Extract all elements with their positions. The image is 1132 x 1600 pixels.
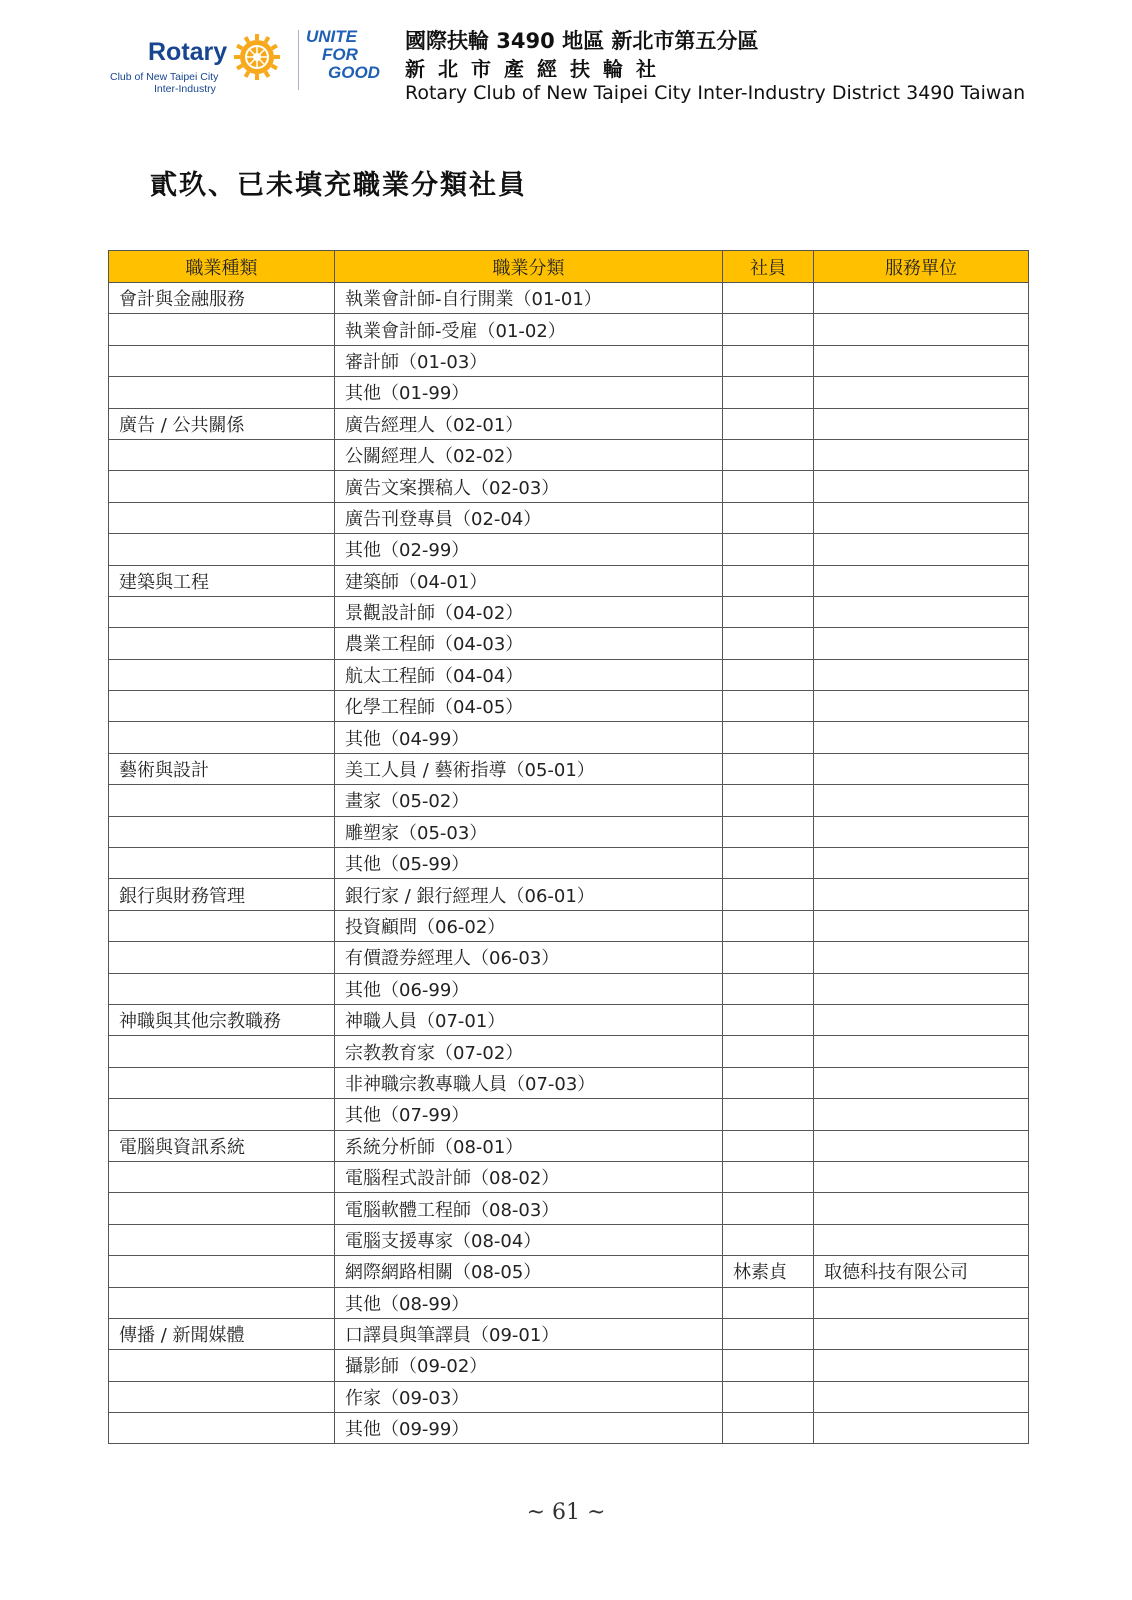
category-cell [109,1224,335,1255]
member-cell [723,816,814,847]
employer-cell [814,1318,1029,1349]
category-cell [109,628,335,659]
table-row [109,1413,1029,1444]
club-name-zh-line1: 國際扶輪 3490 地區 新北市第五分區 [405,29,759,53]
employer-cell [814,596,1029,627]
page-number: ~ 61 ~ [526,1500,606,1525]
table-row [109,1130,1029,1161]
table-row [109,565,1029,596]
employer-cell [814,565,1029,596]
member-cell [723,439,814,470]
classification-cell: 執業會計師-受雇（01-02） [335,314,723,345]
table-row [109,471,1029,502]
classification-cell: 電腦程式設計師（08-02） [335,1161,723,1192]
slogan-word-unite: UNITE [306,27,357,46]
member-cell [723,1130,814,1161]
member-cell [723,1413,814,1444]
classification-cell: 其他（07-99） [335,1099,723,1130]
category-cell: 藝術與設計 [109,753,335,784]
classification-cell: 公關經理人（02-02） [335,439,723,470]
section-title: 貳玖、已未填充職業分類社員 [150,170,527,201]
classification-cell: 其他（05-99） [335,848,723,879]
table-row [109,1099,1029,1130]
classification-cell: 審計師（01-03） [335,345,723,376]
classification-cell: 廣告經理人（02-01） [335,408,723,439]
member-cell [723,1224,814,1255]
table-row [109,753,1029,784]
table-row [109,534,1029,565]
category-cell [109,1256,335,1287]
employer-cell [814,628,1029,659]
classification-cell: 投資顧問（06-02） [335,910,723,941]
table-row [109,659,1029,690]
table-row [109,283,1029,314]
table-row [109,1318,1029,1349]
member-cell [723,1099,814,1130]
employer-cell [814,753,1029,784]
member-cell [723,377,814,408]
rotary-club-line1: Club of New Taipei City [110,71,219,83]
category-cell [109,848,335,879]
category-cell [109,534,335,565]
table-row [109,722,1029,753]
table-row [109,1193,1029,1224]
category-cell: 銀行與財務管理 [109,879,335,910]
classification-cell: 其他（08-99） [335,1287,723,1318]
table-row [109,1350,1029,1381]
employer-cell [814,345,1029,376]
occupation-table [108,250,1029,1444]
category-cell [109,1067,335,1098]
table-row [109,973,1029,1004]
rotary-wheel-icon [232,32,282,82]
member-cell [723,1004,814,1035]
category-cell [109,1036,335,1067]
member-cell [723,534,814,565]
table-row [109,785,1029,816]
member-cell [723,345,814,376]
column-header-category: 職業種類 [109,251,335,283]
club-name-zh-line2: 新北市產經扶輪社 [405,57,669,81]
category-cell [109,596,335,627]
member-cell [723,502,814,533]
member-cell [723,722,814,753]
category-cell [109,439,335,470]
classification-cell: 銀行家 / 銀行經理人（06-01） [335,879,723,910]
category-cell [109,1161,335,1192]
employer-cell [814,879,1029,910]
category-cell [109,377,335,408]
classification-cell: 航太工程師（04-04） [335,659,723,690]
employer-cell [814,1193,1029,1224]
classification-cell: 執業會計師-自行開業（01-01） [335,283,723,314]
member-cell [723,942,814,973]
employer-cell [814,942,1029,973]
employer-cell [814,1036,1029,1067]
employer-cell [814,1067,1029,1098]
member-cell [723,1036,814,1067]
category-cell [109,1099,335,1130]
classification-cell: 廣告刊登專員（02-04） [335,502,723,533]
table-row [109,910,1029,941]
classification-cell: 神職人員（07-01） [335,1004,723,1035]
employer-cell [814,408,1029,439]
member-cell [723,471,814,502]
category-cell [109,345,335,376]
category-cell [109,314,335,345]
member-cell [723,1381,814,1412]
member-cell [723,973,814,1004]
classification-cell: 系統分析師（08-01） [335,1130,723,1161]
employer-cell: 取德科技有限公司 [814,1256,1029,1287]
table-row [109,1161,1029,1192]
table-row [109,377,1029,408]
classification-cell: 攝影師（09-02） [335,1350,723,1381]
member-cell [723,691,814,722]
table-row [109,942,1029,973]
column-header-classification: 職業分類 [335,251,723,283]
table-row [109,848,1029,879]
category-cell: 傳播 / 新聞媒體 [109,1318,335,1349]
slogan-word-for: FOR [322,45,358,64]
table-row [109,879,1029,910]
member-cell [723,283,814,314]
employer-cell [814,1381,1029,1412]
classification-cell: 網際網路相關（08-05） [335,1256,723,1287]
classification-cell: 其他（06-99） [335,973,723,1004]
member-cell [723,753,814,784]
member-cell [723,408,814,439]
employer-cell [814,1161,1029,1192]
employer-cell [814,1099,1029,1130]
member-cell [723,910,814,941]
employer-cell [814,973,1029,1004]
classification-cell: 景觀設計師（04-02） [335,596,723,627]
table-row [109,1287,1029,1318]
employer-cell [814,471,1029,502]
club-name-en: Rotary Club of New Taipei City Inter-Industry District 3490 Taiwan [405,82,1026,104]
category-cell [109,785,335,816]
member-cell [723,785,814,816]
category-cell [109,659,335,690]
classification-cell: 其他（01-99） [335,377,723,408]
category-cell [109,816,335,847]
classification-cell: 口譯員與筆譯員（09-01） [335,1318,723,1349]
category-cell [109,1287,335,1318]
column-header-member: 社員 [723,251,814,283]
employer-cell [814,1004,1029,1035]
table-row [109,439,1029,470]
category-cell [109,1381,335,1412]
member-cell [723,565,814,596]
employer-cell [814,1287,1029,1318]
category-cell [109,722,335,753]
member-cell [723,1161,814,1192]
category-cell: 神職與其他宗教職務 [109,1004,335,1035]
member-cell [723,659,814,690]
page-header [0,0,1132,120]
table-row [109,1381,1029,1412]
category-cell [109,910,335,941]
column-header-employer: 服務單位 [814,251,1029,283]
employer-cell [814,502,1029,533]
category-cell: 會計與金融服務 [109,283,335,314]
classification-cell: 有價證券經理人（06-03） [335,942,723,973]
category-cell [109,691,335,722]
classification-cell: 電腦軟體工程師（08-03） [335,1193,723,1224]
member-cell [723,848,814,879]
employer-cell [814,722,1029,753]
employer-cell [814,314,1029,345]
table-row [109,1004,1029,1035]
employer-cell [814,691,1029,722]
employer-cell [814,534,1029,565]
table-row [109,691,1029,722]
classification-cell: 宗教教育家（07-02） [335,1036,723,1067]
logo-divider [298,30,299,90]
table-row [109,628,1029,659]
category-cell: 建築與工程 [109,565,335,596]
table-row [109,1036,1029,1067]
rotary-logo [110,30,295,100]
classification-cell: 建築師（04-01） [335,565,723,596]
slogan-word-good: GOOD [328,63,380,82]
classification-cell: 其他（04-99） [335,722,723,753]
category-cell: 電腦與資訊系統 [109,1130,335,1161]
classification-cell: 其他（09-99） [335,1413,723,1444]
rotary-club-line2: Inter-Industry [154,83,216,95]
employer-cell [814,283,1029,314]
member-cell [723,879,814,910]
category-cell [109,1413,335,1444]
employer-cell [814,1224,1029,1255]
category-cell: 廣告 / 公共關係 [109,408,335,439]
classification-cell: 電腦支援專家（08-04） [335,1224,723,1255]
classification-cell: 廣告文案撰稿人（02-03） [335,471,723,502]
classification-cell: 作家（09-03） [335,1381,723,1412]
table-row [109,596,1029,627]
rotary-wordmark: Rotary [148,38,228,66]
category-cell [109,942,335,973]
member-cell [723,1318,814,1349]
member-cell [723,1193,814,1224]
category-cell [109,1350,335,1381]
member-cell [723,1067,814,1098]
employer-cell [814,1350,1029,1381]
classification-cell: 美工人員 / 藝術指導（05-01） [335,753,723,784]
employer-cell [814,439,1029,470]
member-cell [723,314,814,345]
classification-cell: 非神職宗教專職人員（07-03） [335,1067,723,1098]
table-row [109,314,1029,345]
classification-cell: 其他（02-99） [335,534,723,565]
table-header-row [109,251,1029,283]
table-row [109,345,1029,376]
employer-cell [814,1413,1029,1444]
unite-for-good-logo [304,27,394,87]
member-cell [723,1287,814,1318]
classification-cell: 畫家（05-02） [335,785,723,816]
member-cell [723,1350,814,1381]
table-row [109,408,1029,439]
employer-cell [814,659,1029,690]
category-cell [109,502,335,533]
table-row [109,1256,1029,1287]
classification-cell: 化學工程師（04-05） [335,691,723,722]
classification-cell: 雕塑家（05-03） [335,816,723,847]
member-cell [723,596,814,627]
employer-cell [814,816,1029,847]
category-cell [109,973,335,1004]
table-body [109,283,1029,1444]
employer-cell [814,910,1029,941]
table-row [109,1224,1029,1255]
member-cell: 林素貞 [723,1256,814,1287]
member-cell [723,628,814,659]
employer-cell [814,848,1029,879]
category-cell [109,1193,335,1224]
table-row [109,1067,1029,1098]
classification-cell: 農業工程師（04-03） [335,628,723,659]
table-row [109,816,1029,847]
employer-cell [814,377,1029,408]
employer-cell [814,1130,1029,1161]
table-row [109,502,1029,533]
employer-cell [814,785,1029,816]
category-cell [109,471,335,502]
